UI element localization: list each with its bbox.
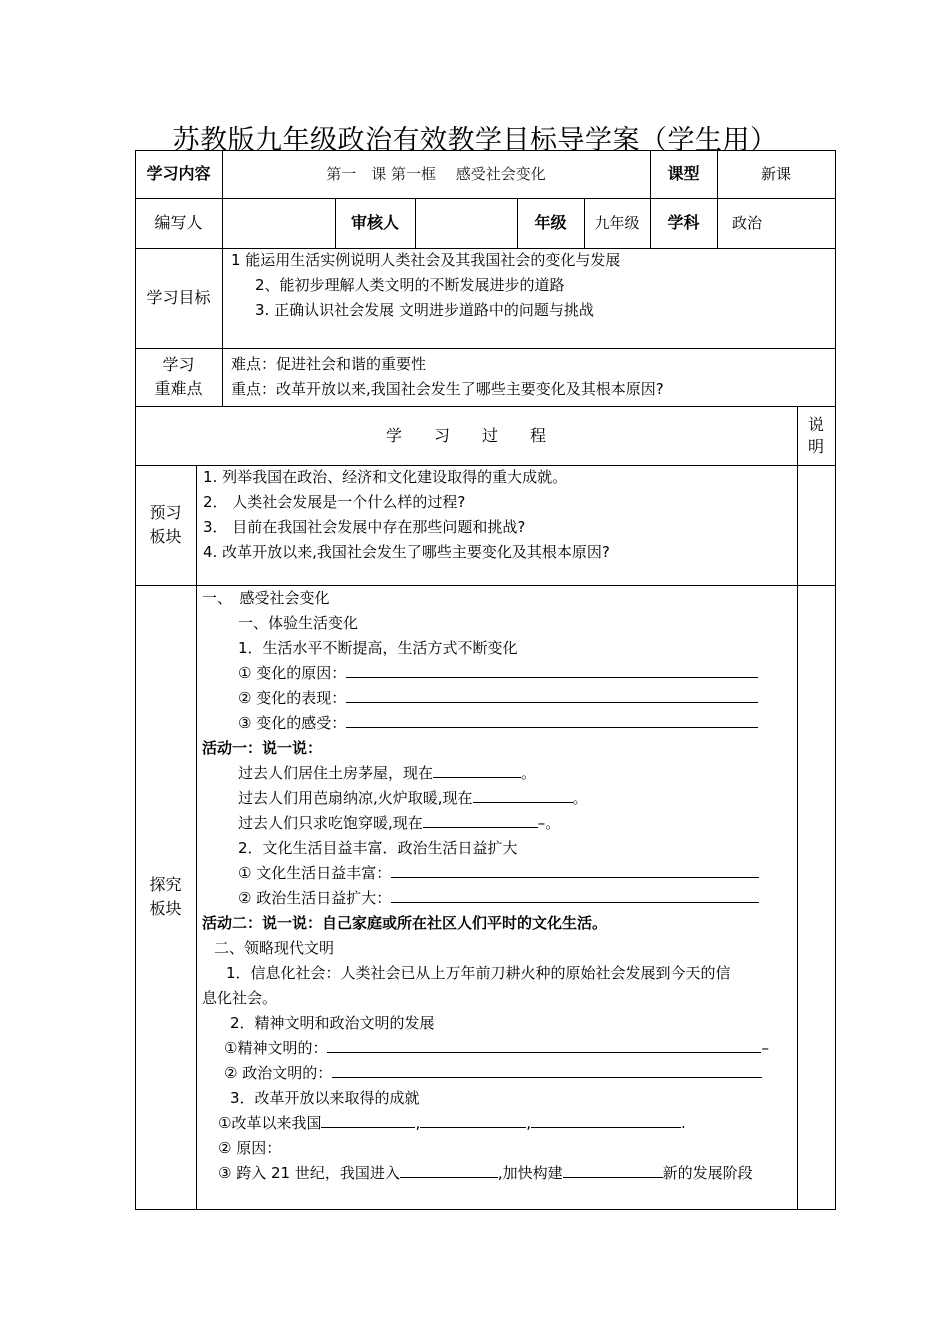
- type-value: 新课: [760, 165, 791, 183]
- explore-label-line1: 探究: [149, 875, 182, 894]
- grade-value: 九年级: [594, 214, 640, 232]
- preview-item: 3． 目前在我国社会发展中存在那些问题和挑战?: [203, 518, 526, 536]
- prompt-text: ③ 变化的感受：: [238, 714, 347, 732]
- keypoints-label-line1: 学习: [162, 355, 195, 374]
- prompt-text: ,: [415, 1114, 421, 1132]
- keypoints-label-line2: 重难点: [154, 379, 203, 398]
- blank-line: [202, 1036, 797, 1061]
- fill-blank[interactable]: [346, 688, 758, 703]
- preview-label-line2: 板块: [149, 527, 182, 546]
- blank-line: [202, 1111, 797, 1136]
- preview-label: [135, 465, 196, 585]
- key-point: 重点：改革开放以来,我国社会发生了哪些主要变化及其根本原因?: [231, 380, 664, 398]
- blank-line: [202, 661, 797, 686]
- point-4: 3．改革开放以来取得的成就: [230, 1089, 420, 1107]
- notes-heading-line1: 说: [807, 414, 824, 434]
- prompt-text: 过去人们用芭扇纳凉,火炉取暖,现在: [238, 789, 473, 807]
- grade-label: 年级: [534, 213, 567, 232]
- goals-label: 学习目标: [146, 288, 211, 307]
- fill-blank[interactable]: [346, 663, 758, 678]
- prompt-text: 新的发展阶段: [662, 1164, 753, 1182]
- reviewer-label: 审核人: [350, 213, 399, 232]
- prompt-text: ① 变化的原因：: [238, 664, 347, 682]
- activity-2-title: 活动二：说一说：自己家庭或所在社区人们平时的文化生活。: [202, 914, 608, 932]
- preview-item: 1. 列举我国在政治、经济和文化建设取得的重大成就。: [203, 468, 568, 486]
- prompt-text: ① 文化生活日益丰富：: [238, 864, 392, 882]
- point-1: 1．生活水平不断提高，生活方式不断变化: [238, 639, 518, 657]
- keypoints-label: [135, 348, 222, 406]
- prompt-text: ② 政治生活日益扩大：: [238, 889, 392, 907]
- blank-line: [202, 1161, 797, 1186]
- preview-item: 2． 人类社会发展是一个什么样的过程?: [203, 493, 466, 511]
- prompt-text: –: [761, 1039, 769, 1057]
- prompt-text: –。: [537, 814, 561, 832]
- preview-label-line1: 预习: [149, 503, 182, 522]
- prompt-text: ①精神文明的：: [224, 1039, 328, 1057]
- goal-item-1: 1 能运用生活实例说明人类社会及其我国社会的变化与发展: [231, 251, 621, 269]
- type-label: 课型: [667, 164, 700, 183]
- prompt-text: 。: [572, 789, 588, 807]
- section-1-title: 一、 感受社会变化: [202, 589, 330, 607]
- prompt-text: ,: [526, 1114, 532, 1132]
- fill-blank[interactable]: [391, 888, 759, 903]
- activity-1-title: 活动一：说一说：: [202, 739, 323, 757]
- page-title: 苏教版九年级政治有效教学目标导学案（学生用）: [172, 125, 778, 156]
- subject-value: 政治: [731, 214, 762, 232]
- section-2-title: 二、领略现代文明: [214, 939, 335, 957]
- fill-blank[interactable]: [400, 1163, 498, 1178]
- writer-value: [222, 198, 335, 248]
- explore-content: [202, 586, 797, 1186]
- blank-line: [202, 761, 797, 786]
- blank-line: [202, 786, 797, 811]
- point-3: 2．精神文明和政治文明的发展: [230, 1014, 435, 1032]
- writer-label: 编写人: [154, 213, 203, 232]
- content-label: 学习内容: [146, 164, 211, 183]
- fill-blank[interactable]: [391, 863, 759, 878]
- reviewer-value: [415, 198, 517, 248]
- study-guide-table: [135, 150, 836, 1210]
- point-2: 2．文化生活目益丰富．政治生活日益扩大: [238, 839, 518, 857]
- goal-item-3: 3. 正确认识社会发展 文明进步道路中的问题与挑战: [255, 301, 594, 319]
- process-heading: 学 习 过 程: [385, 425, 546, 445]
- prompt-text: 。: [521, 764, 537, 782]
- prompt-text: ③ 跨入 21 世纪，我国进入: [218, 1164, 400, 1182]
- fill-blank[interactable]: [423, 813, 538, 828]
- info-line-2: 息化社会。: [202, 989, 278, 1007]
- fill-blank[interactable]: [420, 1113, 526, 1128]
- fill-blank[interactable]: [563, 1163, 663, 1178]
- fill-blank[interactable]: [433, 763, 521, 778]
- fill-blank[interactable]: [321, 1113, 415, 1128]
- prompt-text: ② 变化的表现：: [238, 689, 347, 707]
- fill-blank[interactable]: [332, 1063, 762, 1078]
- subject-label: 学科: [667, 213, 700, 232]
- explore-label: [135, 585, 196, 1209]
- fill-blank[interactable]: [346, 713, 758, 728]
- preview-list: [203, 465, 610, 565]
- prompt-text: ,加快构建: [497, 1164, 563, 1182]
- prompt-text: ② 政治文明的：: [224, 1064, 333, 1082]
- explore-label-line2: 板块: [149, 899, 182, 918]
- notes-heading: [797, 406, 835, 465]
- prompt-text: 过去人们只求吃饱穿暖,现在: [238, 814, 423, 832]
- prompt-text: .: [681, 1114, 686, 1132]
- reason-line: ② 原因：: [218, 1139, 282, 1157]
- preview-item: 4. 改革开放以来,我国社会发生了哪些主要变化及其根本原因?: [203, 543, 610, 561]
- blank-line: [202, 861, 797, 886]
- content-value: 第一 课 第一框 感受社会变化: [326, 165, 546, 183]
- prompt-text: ①改革以来我国: [218, 1114, 322, 1132]
- fill-blank[interactable]: [531, 1113, 681, 1128]
- difficult-point: 难点：促进社会和谐的重要性: [231, 355, 427, 373]
- goal-item-2: 2、能初步理解人类文明的不断发展进步的道路: [255, 276, 565, 294]
- notes-heading-line2: 明: [807, 436, 824, 456]
- prompt-text: 过去人们居住土房茅屋，现在: [238, 764, 434, 782]
- fill-blank[interactable]: [327, 1038, 761, 1053]
- blank-line: [202, 711, 797, 736]
- blank-line: [202, 686, 797, 711]
- blank-line: [202, 886, 797, 911]
- fill-blank[interactable]: [473, 788, 573, 803]
- section-1-subtitle: 一、体验生活变化: [238, 614, 359, 632]
- blank-line: [202, 1061, 797, 1086]
- info-line-1: 1．信息化社会：人类社会已从上万年前刀耕火种的原始社会发展到今天的信: [226, 964, 731, 982]
- blank-line: [202, 811, 797, 836]
